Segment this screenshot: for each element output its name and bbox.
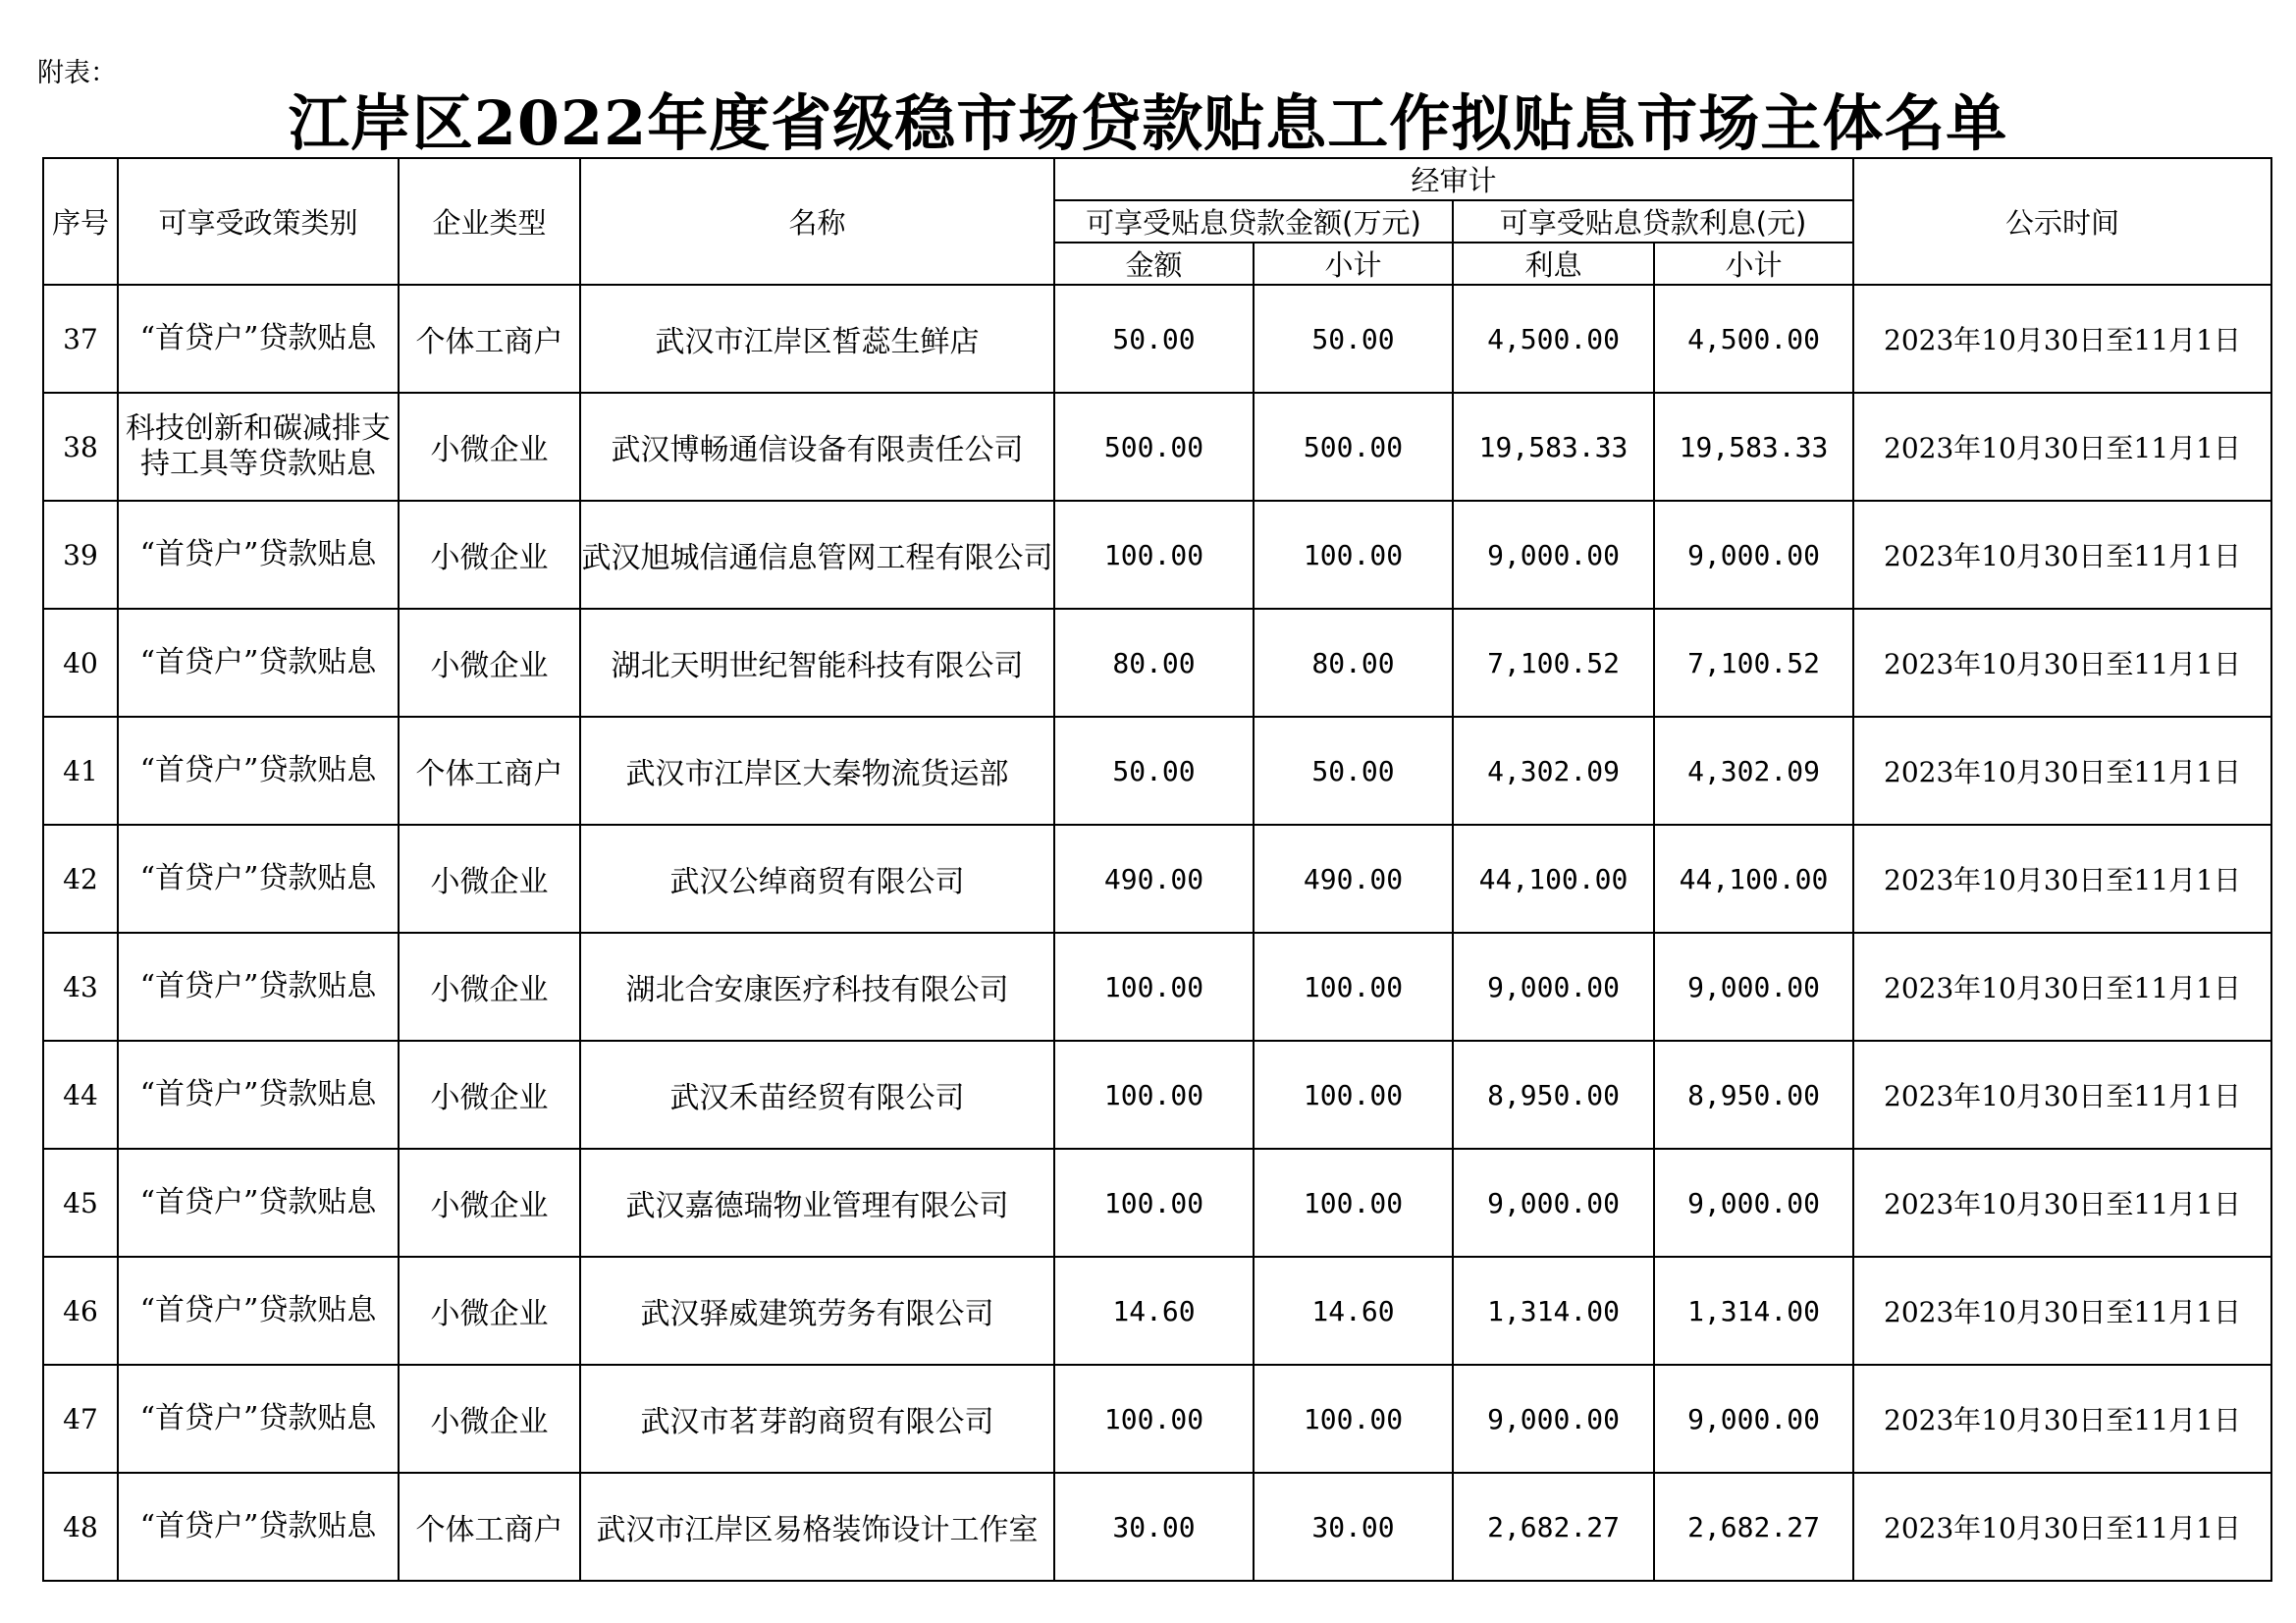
cell-interest-subtotal: 9,000.00 [1654, 501, 1853, 609]
cell-interest: 9,000.00 [1453, 1149, 1654, 1257]
cell-interest-subtotal: 9,000.00 [1654, 1149, 1853, 1257]
header-loan-interest: 可享受贴息贷款利息(元) [1453, 200, 1853, 243]
cell-interest-subtotal: 2,682.27 [1654, 1473, 1853, 1581]
cell-date: 2023年10月30日至11月1日 [1853, 501, 2271, 609]
cell-amount-subtotal: 14.60 [1254, 1257, 1453, 1365]
cell-interest: 4,500.00 [1453, 285, 1654, 393]
header-interest-subtotal: 小计 [1654, 243, 1853, 285]
cell-amount: 100.00 [1054, 1149, 1254, 1257]
cell-policy: “首贷户”贷款贴息 [118, 1041, 399, 1149]
cell-amount-subtotal: 50.00 [1254, 717, 1453, 825]
cell-interest: 9,000.00 [1453, 933, 1654, 1041]
cell-policy: “首贷户”贷款贴息 [118, 717, 399, 825]
cell-amount-subtotal: 100.00 [1254, 1149, 1453, 1257]
page-title: 江岸区2022年度省级稳市场贷款贴息工作拟贴息市场主体名单 [288, 87, 2008, 159]
attachment-label: 附表： [37, 58, 117, 88]
header-name: 名称 [580, 158, 1054, 285]
cell-seq: 41 [43, 717, 118, 825]
cell-type: 小微企业 [399, 501, 580, 609]
header-policy: 可享受政策类别 [118, 158, 399, 285]
cell-date: 2023年10月30日至11月1日 [1853, 1473, 2271, 1581]
cell-interest-subtotal: 44,100.00 [1654, 825, 1853, 933]
cell-name: 武汉市茗芽韵商贸有限公司 [580, 1365, 1054, 1473]
cell-amount: 500.00 [1054, 393, 1254, 501]
cell-interest: 1,314.00 [1453, 1257, 1654, 1365]
cell-amount: 80.00 [1054, 609, 1254, 717]
cell-amount-subtotal: 80.00 [1254, 609, 1453, 717]
cell-policy: “首贷户”贷款贴息 [118, 1473, 399, 1581]
cell-name: 武汉博畅通信设备有限责任公司 [580, 393, 1054, 501]
table-row [43, 825, 2271, 933]
cell-seq: 44 [43, 1041, 118, 1149]
table-row [43, 393, 2271, 501]
cell-type: 小微企业 [399, 1365, 580, 1473]
cell-interest: 8,950.00 [1453, 1041, 1654, 1149]
header-interest: 利息 [1453, 243, 1654, 285]
cell-amount-subtotal: 100.00 [1254, 1365, 1453, 1473]
cell-name: 武汉公绰商贸有限公司 [580, 825, 1054, 933]
cell-date: 2023年10月30日至11月1日 [1853, 825, 2271, 933]
cell-amount-subtotal: 500.00 [1254, 393, 1453, 501]
cell-interest-subtotal: 8,950.00 [1654, 1041, 1853, 1149]
table-row [43, 609, 2271, 717]
header-amount: 金额 [1054, 243, 1254, 285]
cell-policy: “首贷户”贷款贴息 [118, 609, 399, 717]
cell-seq: 42 [43, 825, 118, 933]
table-row [43, 933, 2271, 1041]
cell-name: 武汉嘉德瑞物业管理有限公司 [580, 1149, 1054, 1257]
cell-seq: 40 [43, 609, 118, 717]
cell-seq: 46 [43, 1257, 118, 1365]
header-audited: 经审计 [1054, 158, 1853, 200]
cell-date: 2023年10月30日至11月1日 [1853, 285, 2271, 393]
cell-interest: 2,682.27 [1453, 1473, 1654, 1581]
cell-type: 小微企业 [399, 393, 580, 501]
cell-interest-subtotal: 7,100.52 [1654, 609, 1853, 717]
cell-seq: 43 [43, 933, 118, 1041]
cell-type: 小微企业 [399, 1149, 580, 1257]
header-seq: 序号 [43, 158, 118, 285]
cell-date: 2023年10月30日至11月1日 [1853, 1149, 2271, 1257]
cell-name: 武汉市江岸区易格装饰设计工作室 [580, 1473, 1054, 1581]
header-publicity-time: 公示时间 [1853, 158, 2271, 285]
cell-amount-subtotal: 50.00 [1254, 285, 1453, 393]
cell-policy: “首贷户”贷款贴息 [118, 285, 399, 393]
cell-name: 武汉驿威建筑劳务有限公司 [580, 1257, 1054, 1365]
cell-amount: 50.00 [1054, 285, 1254, 393]
cell-interest-subtotal: 9,000.00 [1654, 1365, 1853, 1473]
cell-policy: “首贷户”贷款贴息 [118, 933, 399, 1041]
cell-amount-subtotal: 100.00 [1254, 501, 1453, 609]
table-row [43, 1041, 2271, 1149]
cell-type: 小微企业 [399, 1257, 580, 1365]
cell-date: 2023年10月30日至11月1日 [1853, 1257, 2271, 1365]
cell-interest-subtotal: 19,583.33 [1654, 393, 1853, 501]
cell-date: 2023年10月30日至11月1日 [1853, 933, 2271, 1041]
cell-name: 武汉旭城信通信息管网工程有限公司 [580, 501, 1054, 609]
cell-policy: “首贷户”贷款贴息 [118, 1149, 399, 1257]
cell-interest: 44,100.00 [1453, 825, 1654, 933]
table-row [43, 1473, 2271, 1581]
cell-interest-subtotal: 9,000.00 [1654, 933, 1853, 1041]
cell-interest-subtotal: 4,500.00 [1654, 285, 1853, 393]
cell-amount-subtotal: 30.00 [1254, 1473, 1453, 1581]
cell-type: 小微企业 [399, 933, 580, 1041]
cell-type: 小微企业 [399, 825, 580, 933]
cell-policy: “首贷户”贷款贴息 [118, 825, 399, 933]
header-amount-subtotal: 小计 [1254, 243, 1453, 285]
cell-interest: 19,583.33 [1453, 393, 1654, 501]
cell-date: 2023年10月30日至11月1日 [1853, 717, 2271, 825]
cell-amount: 30.00 [1054, 1473, 1254, 1581]
cell-date: 2023年10月30日至11月1日 [1853, 609, 2271, 717]
cell-type: 个体工商户 [399, 1473, 580, 1581]
cell-interest: 4,302.09 [1453, 717, 1654, 825]
cell-policy: “首贷户”贷款贴息 [118, 501, 399, 609]
cell-seq: 38 [43, 393, 118, 501]
cell-policy: 科技创新和碳减排支持工具等贷款贴息 [118, 393, 399, 501]
table-row [43, 285, 2271, 393]
cell-amount: 100.00 [1054, 1365, 1254, 1473]
table-row [43, 1257, 2271, 1365]
cell-interest: 7,100.52 [1453, 609, 1654, 717]
cell-amount-subtotal: 100.00 [1254, 933, 1453, 1041]
cell-amount: 50.00 [1054, 717, 1254, 825]
table-row [43, 501, 2271, 609]
cell-type: 个体工商户 [399, 717, 580, 825]
cell-interest: 9,000.00 [1453, 1365, 1654, 1473]
cell-name: 武汉市江岸区大秦物流货运部 [580, 717, 1054, 825]
cell-seq: 47 [43, 1365, 118, 1473]
cell-name: 武汉禾苗经贸有限公司 [580, 1041, 1054, 1149]
cell-date: 2023年10月30日至11月1日 [1853, 393, 2271, 501]
cell-interest: 9,000.00 [1453, 501, 1654, 609]
cell-name: 湖北天明世纪智能科技有限公司 [580, 609, 1054, 717]
cell-amount: 490.00 [1054, 825, 1254, 933]
cell-amount-subtotal: 490.00 [1254, 825, 1453, 933]
table-row [43, 717, 2271, 825]
table-row [43, 1149, 2271, 1257]
cell-date: 2023年10月30日至11月1日 [1853, 1041, 2271, 1149]
cell-policy: “首贷户”贷款贴息 [118, 1365, 399, 1473]
cell-seq: 45 [43, 1149, 118, 1257]
cell-type: 小微企业 [399, 609, 580, 717]
cell-name: 湖北合安康医疗科技有限公司 [580, 933, 1054, 1041]
cell-seq: 48 [43, 1473, 118, 1581]
subsidy-table [42, 157, 2272, 1582]
cell-type: 个体工商户 [399, 285, 580, 393]
cell-name: 武汉市江岸区皙蕊生鲜店 [580, 285, 1054, 393]
cell-amount: 100.00 [1054, 501, 1254, 609]
cell-seq: 37 [43, 285, 118, 393]
header-loan-amount: 可享受贴息贷款金额(万元) [1054, 200, 1453, 243]
cell-amount: 100.00 [1054, 1041, 1254, 1149]
cell-type: 小微企业 [399, 1041, 580, 1149]
cell-interest-subtotal: 4,302.09 [1654, 717, 1853, 825]
cell-seq: 39 [43, 501, 118, 609]
cell-interest-subtotal: 1,314.00 [1654, 1257, 1853, 1365]
cell-amount-subtotal: 100.00 [1254, 1041, 1453, 1149]
cell-amount: 14.60 [1054, 1257, 1254, 1365]
cell-amount: 100.00 [1054, 933, 1254, 1041]
table-row [43, 1365, 2271, 1473]
cell-policy: “首贷户”贷款贴息 [118, 1257, 399, 1365]
cell-date: 2023年10月30日至11月1日 [1853, 1365, 2271, 1473]
header-enterprise-type: 企业类型 [399, 158, 580, 285]
